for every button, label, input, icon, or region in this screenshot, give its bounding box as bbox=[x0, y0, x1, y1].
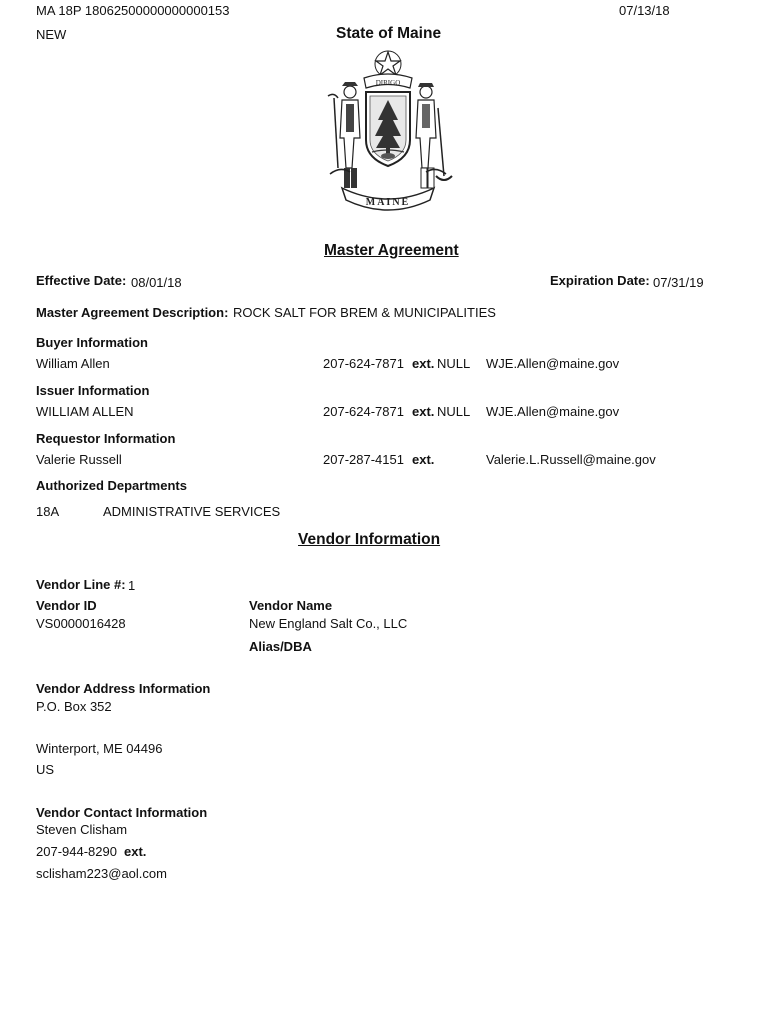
issuer-ext-value: NULL bbox=[437, 404, 471, 419]
vendor-address-city: Winterport, ME 04496 bbox=[36, 741, 163, 756]
vendor-id-value: VS0000016428 bbox=[36, 616, 126, 631]
vendor-id-label: Vendor ID bbox=[36, 598, 97, 613]
vendor-name-value: New England Salt Co., LLC bbox=[249, 616, 408, 631]
vendor-address-country: US bbox=[36, 762, 55, 777]
vendor-address-line1: P.O. Box 352 bbox=[36, 699, 112, 714]
buyer-heading: Buyer Information bbox=[36, 335, 148, 350]
requestor-ext-label: ext. bbox=[412, 452, 435, 467]
vendor-contact-name: Steven Clisham bbox=[36, 822, 128, 837]
vendor-alias-label: Alias/DBA bbox=[249, 639, 312, 654]
description-value: ROCK SALT FOR BREM & MUNICIPALITIES bbox=[233, 305, 496, 320]
vendor-address-heading: Vendor Address Information bbox=[36, 681, 211, 696]
requestor-email: Valerie.L.Russell@maine.gov bbox=[486, 452, 656, 467]
buyer-phone: 207-624-7871 bbox=[323, 356, 404, 371]
document-id: MA 18P 18062500000000000153 bbox=[36, 3, 230, 18]
effective-date-label: Effective Date: bbox=[36, 273, 127, 288]
seal-motto: DIRIGO bbox=[375, 79, 401, 87]
maine-state-seal-icon bbox=[320, 48, 456, 216]
vendor-contact-ext-label: ext. bbox=[124, 844, 147, 859]
department-code: 18A bbox=[36, 504, 60, 519]
vendor-line-label: Vendor Line #: bbox=[36, 577, 126, 592]
vendor-information-title: Vendor Information bbox=[298, 531, 441, 548]
master-agreement-title: Master Agreement bbox=[324, 242, 459, 259]
expiration-date-value: 07/31/19 bbox=[653, 275, 704, 290]
vendor-name-label: Vendor Name bbox=[249, 598, 333, 613]
buyer-ext-label: ext. bbox=[412, 356, 435, 371]
effective-date-value: 08/01/18 bbox=[131, 275, 182, 290]
expiration-date-label: Expiration Date: bbox=[550, 273, 650, 288]
issuer-ext-label: ext. bbox=[412, 404, 435, 419]
issuer-phone: 207-624-7871 bbox=[323, 404, 404, 419]
vendor-contact-email: sclisham223@aol.com bbox=[36, 866, 167, 881]
seal-name: MAINE bbox=[365, 197, 411, 208]
document-date: 07/13/18 bbox=[619, 3, 670, 18]
issuer-heading: Issuer Information bbox=[36, 383, 150, 398]
document-status: NEW bbox=[36, 27, 67, 42]
requestor-phone: 207-287-4151 bbox=[323, 452, 404, 467]
buyer-name: William Allen bbox=[36, 356, 110, 371]
issuer-name: WILLIAM ALLEN bbox=[36, 404, 134, 419]
buyer-ext-value: NULL bbox=[437, 356, 471, 371]
vendor-contact-phone: 207-944-8290 bbox=[36, 844, 117, 859]
issuer-email: WJE.Allen@maine.gov bbox=[486, 404, 620, 419]
vendor-contact-heading: Vendor Contact Information bbox=[36, 805, 208, 820]
department-name: ADMINISTRATIVE SERVICES bbox=[103, 504, 281, 519]
departments-heading: Authorized Departments bbox=[36, 478, 187, 493]
description-label: Master Agreement Description: bbox=[36, 305, 229, 320]
state-title: State of Maine bbox=[336, 25, 442, 42]
requestor-heading: Requestor Information bbox=[36, 431, 176, 446]
buyer-email: WJE.Allen@maine.gov bbox=[486, 356, 620, 371]
requestor-name: Valerie Russell bbox=[36, 452, 122, 467]
vendor-line-value: 1 bbox=[128, 578, 136, 593]
